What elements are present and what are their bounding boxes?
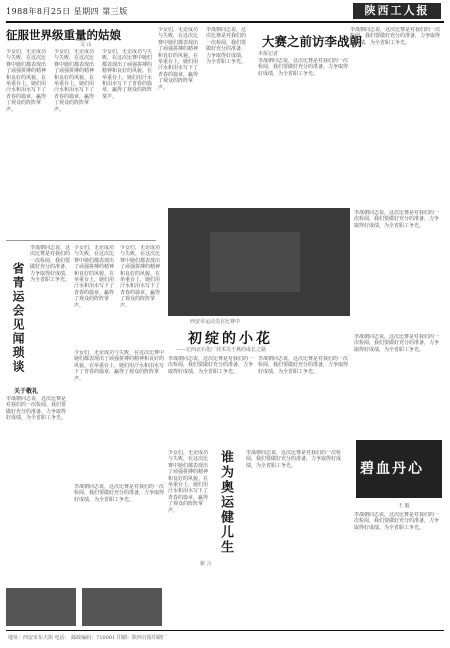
left-top-title: 征服世界级重量的姑娘 <box>6 28 121 42</box>
header-rule <box>6 21 444 23</box>
center-mid-subtitle: ——记西北石化厂技术员王燕的成长之路 <box>176 347 267 353</box>
center-mid-title: 初绽的小花 <box>188 331 273 347</box>
left-top-body-2: 少女们，无论成功与失败，在这次比赛中她们都表现出了顽强拼搏的精神和良好的风貌。在举重台上，她们用汗水和泪水写下了青春的篇章，赢得了观众的阵阵掌声。 <box>54 49 95 113</box>
center-top-body-2: 李战朝同志说，这次比赛是对我们的一次检阅，我们要做好充分的准备，力争取得好成绩，为全省职工争光。 <box>350 27 441 46</box>
photo-caption: 西安市运动员在比赛中 <box>190 319 241 325</box>
col2-body: 少女们，无论成功与失败，在这次比赛中她们都表现出了顽强拼搏的精神和良好的风貌。在举重台上，她们用汗水和泪水写下了青春的篇章，赢得了观众的阵阵掌声。 <box>158 27 199 91</box>
left-mid-body: 李战朝同志说，这次比赛是对我们的一次检阅，我们要做好充分的准备，力争取得好成绩，为全省职工争光。 <box>30 245 70 284</box>
bottom-left-body: 李战朝同志说，这次比赛是对我们的一次检阅，我们要做好充分的准备，力争取得好成绩，为全省职工争光。 <box>74 484 164 503</box>
news-photo-inner <box>210 232 300 292</box>
center-top-body: 李战朝同志说，这次比赛是对我们的一次检阅，我们要做好充分的准备，力争取得好成绩，为全省职工争光。 <box>258 58 348 77</box>
center-mid-body: 李战朝同志说，这次比赛是对我们的一次检阅，我们要做好充分的准备，力争取得好成绩，为全省职工争光。 <box>168 356 254 375</box>
center-bottom-body-2: 李战朝同志说，这次比赛是对我们的一次检阅，我们要做好充分的准备，力争取得好成绩，为全省职工争光。 <box>246 450 342 469</box>
footer-rule <box>6 630 444 631</box>
center-bottom-body: 少女们，无论成功与失败，在这次比赛中她们都表现出了顽强拼搏的精神和良好的风貌。在举重台上，她们用汗水和泪水写下了青春的篇章，赢得了观众的阵阵掌声。 <box>168 450 208 514</box>
footer-text: 地址：西安市东大街 电话： 邮政编码：710001 印刷：陕西日报印刷厂 <box>8 635 167 641</box>
right-body-1: 李战朝同志说，这次比赛是对我们的一次检阅，我们要做好充分的准备，力争取得好成绩，为全省职工争光。 <box>354 210 440 229</box>
left-mid-subtitle: 关于敬礼 <box>14 388 39 395</box>
masthead: 陕西工人报 <box>353 3 441 19</box>
col3-body: 李战朝同志说，这次比赛是对我们的一次检阅，我们要做好充分的准备，力争取得好成绩，为全省职工争光。 <box>206 27 247 66</box>
center-bottom-title: 谁为奥运健儿生 <box>218 450 233 555</box>
right-logo-author: 王 毅 <box>398 503 410 509</box>
bottom-left-photo-1 <box>6 588 76 626</box>
left-mid-body-3: 少女们，无论成功与失败，在这次比赛中她们都表现出了顽强拼搏的精神和良好的风貌。在举重台上，她们用汗水和泪水写下了青春的篇章，赢得了观众的阵阵掌声。 <box>74 245 115 309</box>
left-top-body-3: 少女们，无论成功与失败，在这次比赛中她们都表现出了顽强拼搏的精神和良好的风貌。在举重台上，她们用汗水和泪水写下了青春的篇章，赢得了观众的阵阵掌声。 <box>102 49 152 100</box>
left-top-author: 文 山 <box>80 42 92 48</box>
center-top-author: 本报记者 <box>258 51 279 57</box>
right-logo-text: 碧血丹心 <box>360 461 424 477</box>
left-mid-body-4: 少女们，无论成功与失败，在这次比赛中她们都表现出了顽强拼搏的精神和良好的风貌。在举重台上，她们用汗水和泪水写下了青春的篇章，赢得了观众的阵阵掌声。 <box>120 245 161 309</box>
center-mid-body-2: 李战朝同志说，这次比赛是对我们的一次检阅，我们要做好充分的准备，力争取得好成绩，为全省职工争光。 <box>258 356 348 375</box>
left-top-body: 少女们，无论成功与失败，在这次比赛中她们都表现出了顽强拼搏的精神和良好的风貌。在举重台上，她们用汗水和泪水写下了青春的篇章，赢得了观众的阵阵掌声。 <box>6 49 47 113</box>
left-mid-body-5: 少女们，无论成功与失败，在这次比赛中她们都表现出了顽强拼搏的精神和良好的风貌。在举重台上，她们用汗水和泪水写下了青春的篇章，赢得了观众的阵阵掌声。 <box>74 350 164 382</box>
right-body-3: 李战朝同志说，这次比赛是对我们的一次检阅，我们要做好充分的准备，力争取得好成绩，为全省职工争光。 <box>354 512 440 531</box>
center-top-title: 大赛之前访李战朝 <box>262 34 363 49</box>
left-mid-title: 省青运会见闻琐谈 <box>11 262 25 374</box>
section-rule-1 <box>6 240 156 241</box>
center-bottom-author: 新 言 <box>200 561 212 567</box>
bottom-left-photo-2 <box>82 588 162 626</box>
issue-date: 1988年8月25日 星期四 第三版 <box>6 7 128 16</box>
left-mid-body-2: 李战朝同志说，这次比赛是对我们的一次检阅，我们要做好充分的准备，力争取得好成绩，为全省职工争光。 <box>6 396 67 422</box>
right-body-2: 李战朝同志说，这次比赛是对我们的一次检阅，我们要做好充分的准备，力争取得好成绩，为全省职工争光。 <box>354 334 440 353</box>
